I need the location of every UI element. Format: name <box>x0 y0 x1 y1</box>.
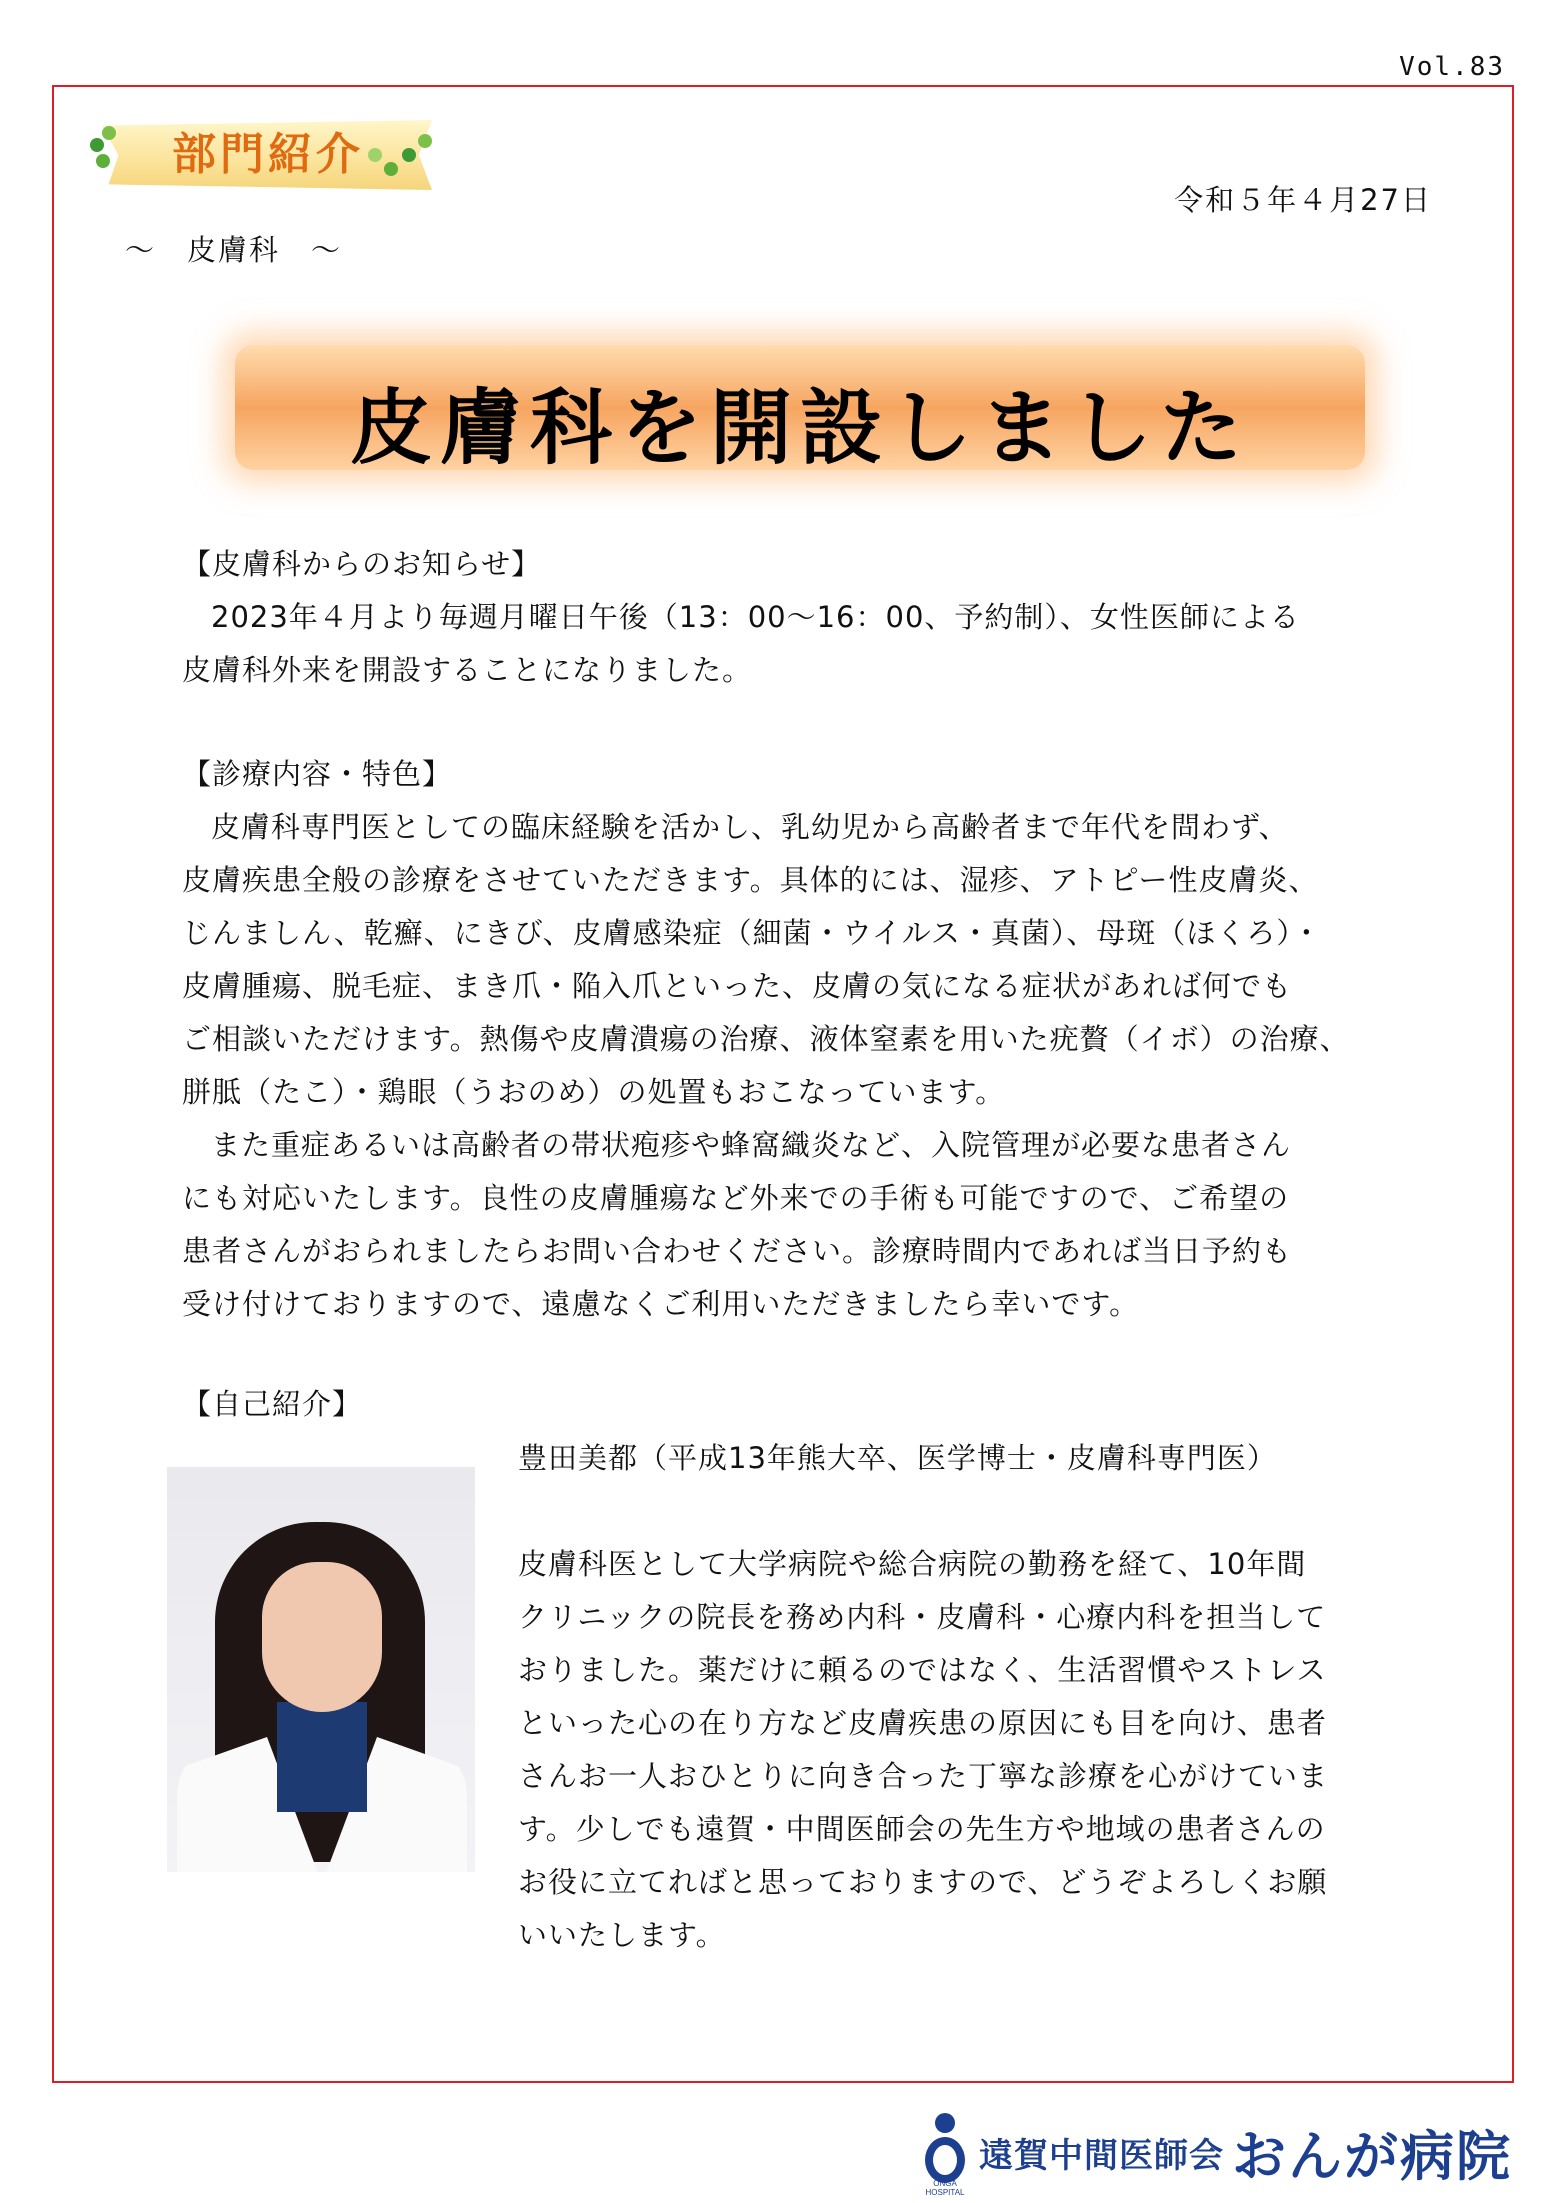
badge-label: 部門紹介 <box>172 129 364 180</box>
features-heading: 【診療内容・特色】 <box>182 757 453 791</box>
bio-line: さんお一人おひとりに向き合った丁寧な診療を心がけていま <box>518 1759 1329 1793</box>
clover-icon <box>90 138 104 152</box>
doctor-name-line: 豊田美都（平成13年熊大卒、医学博士・皮膚科専門医） <box>518 1441 1277 1475</box>
features-line: じんましん、乾癬、にきび、皮膚感染症（細菌・ウイルス・真菌）、母斑（ほくろ）・ <box>182 916 1322 950</box>
logo-organization: 遠賀中間医師会 <box>979 2135 1224 2176</box>
bio-line: いいたします。 <box>518 1918 726 1952</box>
department-subtitle: ～ 皮膚科 ～ <box>125 233 343 267</box>
clover-icon <box>402 148 416 162</box>
logo-hospital-name: おんが病院 <box>1232 2124 1512 2188</box>
bio-line: おりました。薬だけに頼るのではなく、生活習慣やストレス <box>518 1653 1327 1687</box>
features-line: 皮膚科専門医としての臨床経験を活かし、乳幼児から高齢者まで年代を問わず、 <box>211 810 1289 844</box>
features-line: 受け付けておりますので、遠慮なくご利用いただきましたら幸いです。 <box>182 1287 1140 1321</box>
features-line: 患者さんがおられましたらお問い合わせください。診療時間内であれば当日予約も <box>182 1234 1293 1268</box>
volume-number: Vol.83 <box>1399 52 1505 82</box>
features-line: ご相談いただけます。熱傷や皮膚潰瘍の治療、液体窒素を用いた疣贅（イボ）の治療、 <box>182 1022 1350 1056</box>
clover-icon <box>418 134 432 148</box>
notice-heading: 【皮膚科からのお知らせ】 <box>182 547 542 581</box>
bio-line: といった心の在り方など皮膚疾患の原因にも目を向け、患者 <box>518 1706 1327 1740</box>
features-section <box>182 748 1382 1331</box>
bio-line: 皮膚科医として大学病院や総合病院の勤務を経て、10年間 <box>518 1547 1307 1581</box>
photo-face <box>262 1562 382 1712</box>
profile-heading: 【自己紹介】 <box>182 1387 363 1421</box>
hospital-logo <box>921 2112 1512 2197</box>
clover-icon <box>96 154 110 168</box>
doctor-bio <box>518 1538 1398 1962</box>
clover-icon <box>368 148 382 162</box>
features-line: 胼胝（たこ）・鶏眼（うおのめ）の処置もおこなっています。 <box>182 1075 1006 1109</box>
notice-line: 皮膚科外来を開設することになりました。 <box>182 653 753 687</box>
issue-date: 令和５年４月27日 <box>1174 183 1432 217</box>
features-line: 皮膚腫瘍、脱毛症、まき爪・陥入爪といった、皮膚の気になる症状があれば何でも <box>182 969 1293 1003</box>
features-line: また重症あるいは高齢者の帯状疱疹や蜂窩織炎など、入院管理が必要な患者さん <box>211 1128 1292 1162</box>
page-title: 皮膚科を開設しました <box>349 381 1250 476</box>
bio-line: お役に立てればと思っておりますので、どうぞよろしくお願 <box>518 1865 1328 1899</box>
photo-sweater <box>277 1702 367 1812</box>
clover-icon <box>102 126 116 140</box>
clover-icon <box>384 162 398 176</box>
bio-line: す。少しでも遠賀・中間医師会の先生方や地域の患者さんの <box>518 1812 1326 1846</box>
section-badge <box>72 108 452 204</box>
notice-section <box>182 538 1382 697</box>
bio-line: クリニックの院長を務め内科・皮膚科・心療内科を担当して <box>518 1600 1327 1634</box>
hospital-mark-icon: ONGA HOSPITAL <box>921 2113 969 2191</box>
features-line: にも対応いたします。良性の皮膚腫瘍など外来での手術も可能ですので、ご希望の <box>182 1181 1290 1215</box>
doctor-photo <box>167 1467 475 1872</box>
title-banner <box>235 345 1365 476</box>
features-line: 皮膚疾患全般の診療をさせていただきます。具体的には、湿疹、アトピー性皮膚炎、 <box>182 863 1319 897</box>
notice-line: 2023年４月より毎週月曜日午後（13：00～16：00、予約制）、女性医師による <box>211 600 1300 634</box>
